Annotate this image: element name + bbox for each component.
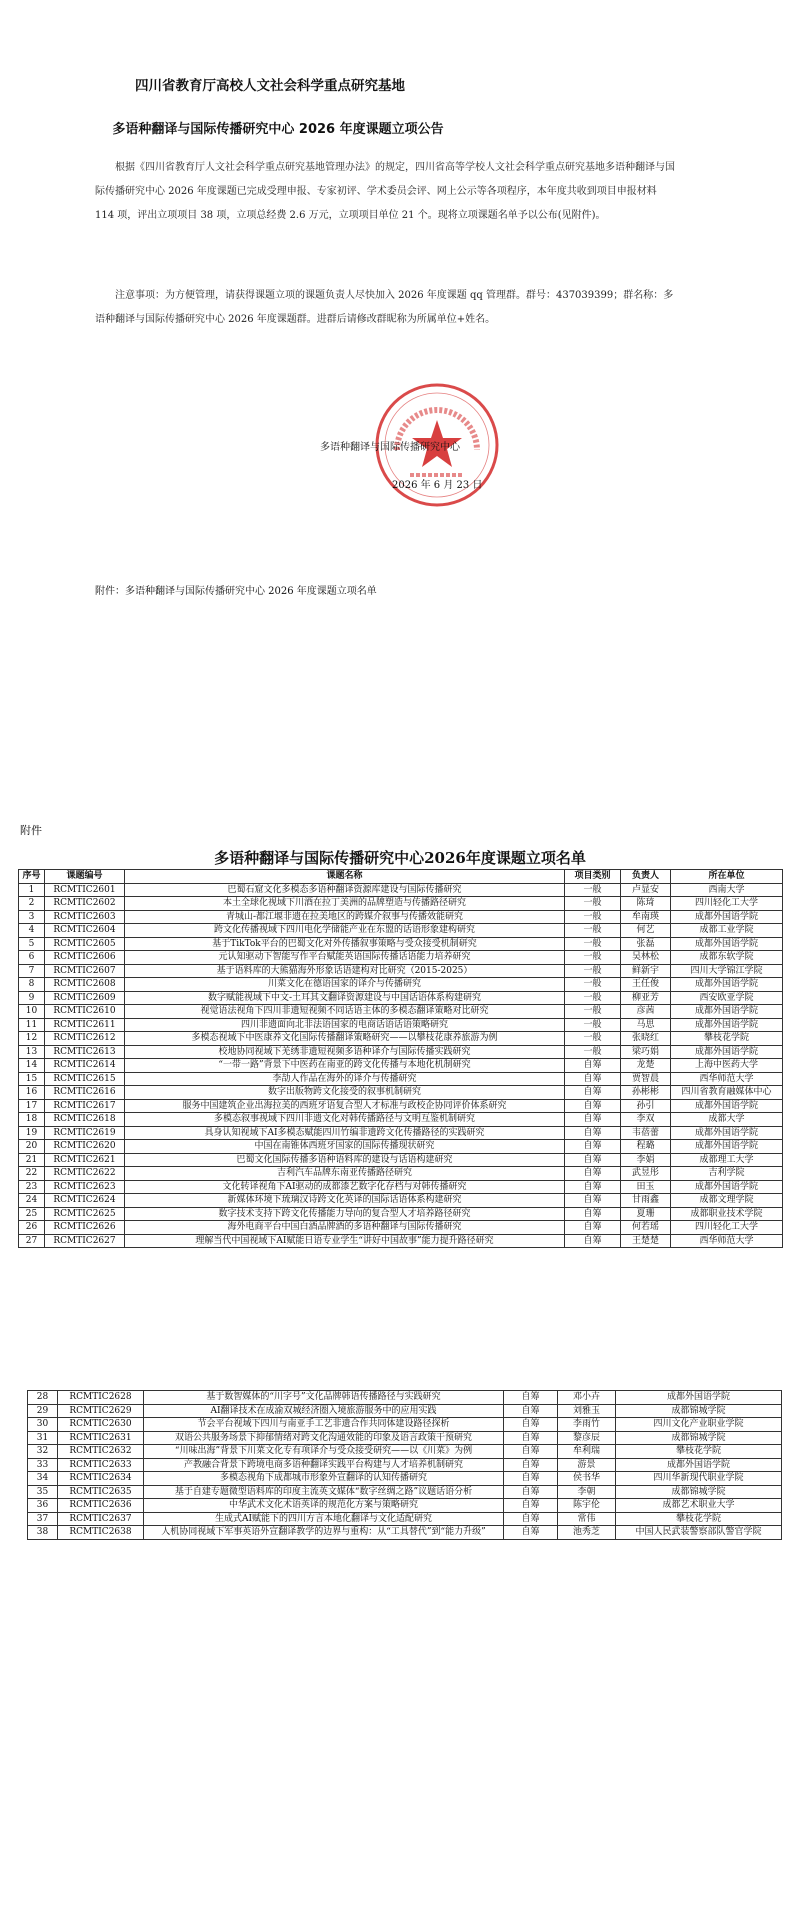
cell-category: 一般: [565, 1032, 621, 1046]
table-row: [28, 1499, 782, 1513]
table-row: [19, 1086, 783, 1100]
cell-institution: 成都外国语学院: [671, 1018, 783, 1032]
cell-category: 自筹: [504, 1472, 558, 1486]
cell-leader: 龙楚: [621, 1059, 671, 1073]
cell-index: 11: [19, 1018, 45, 1032]
cell-code: RCMTIC2613: [45, 1045, 125, 1059]
cell-leader: 彦茜: [621, 1005, 671, 1019]
cell-code: RCMTIC2605: [45, 937, 125, 951]
list-title: 多语种翻译与国际传播研究中心2026年度课题立项名单: [214, 849, 586, 867]
cell-title: 基于数智媒体的“川字号”文化品牌韩语传播路径与实践研究: [144, 1391, 504, 1405]
col-header-code: 课题编号: [45, 870, 125, 884]
table-row: [19, 897, 783, 911]
cell-index: 36: [28, 1499, 58, 1513]
cell-title: 巴蜀石窟文化多模态多语种翻译资源库建设与国际传播研究: [125, 883, 565, 897]
cell-category: 一般: [565, 897, 621, 911]
cell-index: 3: [19, 910, 45, 924]
cell-category: 自筹: [565, 1099, 621, 1113]
cell-title: 吉利汽车品牌东南亚传播路径研究: [125, 1167, 565, 1181]
cell-code: RCMTIC2621: [45, 1153, 125, 1167]
cell-institution: 成都工业学院: [671, 924, 783, 938]
table-row: [19, 991, 783, 1005]
cell-index: 1: [19, 883, 45, 897]
cell-title: 海外电商平台中国白酒品牌酒的多语种翻译与国际传播研究: [125, 1221, 565, 1235]
cell-leader: 王任俊: [621, 978, 671, 992]
cell-code: RCMTIC2615: [45, 1072, 125, 1086]
cell-institution: 攀枝花学院: [671, 1032, 783, 1046]
table-row: [28, 1431, 782, 1445]
cell-title: 本土全球化视域下川酒在拉丁美洲的品牌塑造与传播路径研究: [125, 897, 565, 911]
col-header-title: 课题名称: [125, 870, 565, 884]
cell-category: 自筹: [565, 1221, 621, 1235]
cell-leader: 贾智晨: [621, 1072, 671, 1086]
cell-title: 基于自建专题微型语料库的印度主流英文媒体“数字丝绸之路”议题话语分析: [144, 1485, 504, 1499]
table-row: [28, 1418, 782, 1432]
cell-institution: 成都外国语学院: [671, 1180, 783, 1194]
cell-category: 自筹: [565, 1180, 621, 1194]
cell-leader: 孙彬彬: [621, 1086, 671, 1100]
table-row: [28, 1526, 782, 1540]
cell-index: 12: [19, 1032, 45, 1046]
cell-category: 自筹: [565, 1126, 621, 1140]
cell-title: 中国在南锥体西班牙国家的国际传播现状研究: [125, 1140, 565, 1154]
cell-category: 自筹: [504, 1404, 558, 1418]
cell-index: 22: [19, 1167, 45, 1181]
cell-institution: 四川轻化工大学: [671, 1221, 783, 1235]
cell-leader: 池秀芝: [558, 1526, 616, 1540]
cell-institution: 西华师范大学: [671, 1072, 783, 1086]
cell-index: 21: [19, 1153, 45, 1167]
cell-leader: 陈宇伦: [558, 1499, 616, 1513]
table-row: [19, 910, 783, 924]
cell-index: 17: [19, 1099, 45, 1113]
cell-title: “一带一路”背景下中医药在南亚的跨文化传播与本地化机制研究: [125, 1059, 565, 1073]
cell-title: 数字出版物跨文化接受的叙事机制研究: [125, 1086, 565, 1100]
cell-leader: 吴林松: [621, 951, 671, 965]
cell-leader: 黎彦辰: [558, 1431, 616, 1445]
cell-index: 18: [19, 1113, 45, 1127]
cell-title: 多模态叙事视域下四川非遗文化对韩传播路径与文明互鉴机制研究: [125, 1113, 565, 1127]
table-row: [28, 1445, 782, 1459]
appendix-label: 附件: [20, 824, 42, 837]
org-title: 四川省教育厅高校人文社会科学重点研究基地: [135, 78, 405, 94]
cell-category: 一般: [565, 1018, 621, 1032]
cell-code: RCMTIC2638: [58, 1526, 144, 1540]
cell-leader: 侯书华: [558, 1472, 616, 1486]
cell-index: 31: [28, 1431, 58, 1445]
project-list-table-page-1: [18, 869, 783, 1248]
cell-institution: 成都外国语学院: [616, 1391, 782, 1405]
cell-title: 基于TikTok平台的巴蜀文化对外传播叙事策略与受众接受机制研究: [125, 937, 565, 951]
cell-index: 34: [28, 1472, 58, 1486]
cell-leader: 韦蓓蕾: [621, 1126, 671, 1140]
notice-title: 多语种翻译与国际传播研究中心 2026 年度课题立项公告: [112, 122, 444, 137]
cell-leader: 程璐: [621, 1140, 671, 1154]
cell-index: 9: [19, 991, 45, 1005]
cell-code: RCMTIC2608: [45, 978, 125, 992]
cell-category: 自筹: [504, 1445, 558, 1459]
cell-category: 一般: [565, 910, 621, 924]
cell-code: RCMTIC2632: [58, 1445, 144, 1459]
cell-index: 30: [28, 1418, 58, 1432]
table-row: [19, 978, 783, 992]
notice-paragraph-1: [95, 156, 675, 228]
cell-institution: 四川文化产业职业学院: [616, 1418, 782, 1432]
table-body-page-2: [28, 1391, 782, 1540]
cell-code: RCMTIC2622: [45, 1167, 125, 1181]
cell-institution: 四川华新现代职业学院: [616, 1472, 782, 1486]
table-row: [19, 1113, 783, 1127]
cell-code: RCMTIC2603: [45, 910, 125, 924]
cell-title: 视觉语法视角下四川非遗短视频不同话语主体的多模态翻译策略对比研究: [125, 1005, 565, 1019]
cell-institution: 四川大学锦江学院: [671, 964, 783, 978]
cell-code: RCMTIC2612: [45, 1032, 125, 1046]
cell-leader: 陈琦: [621, 897, 671, 911]
cell-institution: 成都外国语学院: [671, 910, 783, 924]
cell-category: 自筹: [565, 1207, 621, 1221]
cell-index: 37: [28, 1512, 58, 1526]
cell-institution: 成都文理学院: [671, 1194, 783, 1208]
cell-institution: 成都外国语学院: [671, 1099, 783, 1113]
table-row: [19, 1221, 783, 1235]
cell-code: RCMTIC2635: [58, 1485, 144, 1499]
cell-index: 14: [19, 1059, 45, 1073]
cell-index: 26: [19, 1221, 45, 1235]
cell-title: 多模态视角下成都城市形象外宣翻译的认知传播研究: [144, 1472, 504, 1486]
cell-index: 23: [19, 1180, 45, 1194]
cell-code: RCMTIC2616: [45, 1086, 125, 1100]
cell-index: 8: [19, 978, 45, 992]
cell-index: 25: [19, 1207, 45, 1221]
signature-date: 2026 年 6 月 23 日: [392, 480, 483, 491]
project-list-table-page-2: [27, 1390, 782, 1540]
table-row: [19, 1018, 783, 1032]
attachment-note: 附件：多语种翻译与国际传播研究中心 2026 年度课题立项名单: [95, 586, 377, 597]
cell-category: 自筹: [565, 1072, 621, 1086]
cell-institution: 成都外国语学院: [671, 1005, 783, 1019]
cell-category: 自筹: [565, 1234, 621, 1248]
cell-category: 自筹: [565, 1194, 621, 1208]
cell-code: RCMTIC2611: [45, 1018, 125, 1032]
table-row: [19, 1032, 783, 1046]
cell-title: 中华武术文化术语英译的规范化方案与策略研究: [144, 1499, 504, 1513]
cell-institution: 成都锦城学院: [616, 1404, 782, 1418]
cell-category: 自筹: [504, 1526, 558, 1540]
cell-leader: 甘雨鑫: [621, 1194, 671, 1208]
cell-category: 一般: [565, 991, 621, 1005]
cell-title: 节会平台视域下四川与南亚手工艺非遗合作共同体建设路径探析: [144, 1418, 504, 1432]
cell-title: AI翻译技术在成渝双城经济圈入境旅游服务中的应用实践: [144, 1404, 504, 1418]
cell-index: 19: [19, 1126, 45, 1140]
cell-category: 一般: [565, 924, 621, 938]
cell-category: 自筹: [504, 1418, 558, 1432]
cell-category: 自筹: [565, 1059, 621, 1073]
table-row: [19, 1234, 783, 1248]
cell-institution: 四川轻化工大学: [671, 897, 783, 911]
table-row: [19, 924, 783, 938]
paragraph-2-text: 注意事项：为方便管理，请获得课题立项的课题负责人尽快加入 2026 年度课题 qq 管理群。群号：437039399；群名称：多语种翻译与国际传播研究中心 2026 年度课题群。进群后请修改群昵称为所属单位+姓名。: [95, 290, 674, 325]
cell-code: RCMTIC2625: [45, 1207, 125, 1221]
cell-category: 自筹: [504, 1512, 558, 1526]
table-row: [28, 1472, 782, 1486]
cell-category: 一般: [565, 964, 621, 978]
cell-title: 基于语料库的大熊猫海外形象话语建构对比研究（2015-2025）: [125, 964, 565, 978]
table-row: [28, 1512, 782, 1526]
cell-institution: 吉利学院: [671, 1167, 783, 1181]
cell-code: RCMTIC2636: [58, 1499, 144, 1513]
cell-code: RCMTIC2604: [45, 924, 125, 938]
col-header-leader: 负责人: [621, 870, 671, 884]
table-row: [19, 1059, 783, 1073]
cell-code: RCMTIC2629: [58, 1404, 144, 1418]
cell-leader: 张晓红: [621, 1032, 671, 1046]
cell-leader: 张磊: [621, 937, 671, 951]
cell-title: 跨文化传播视域下四川电化学储能产业在东盟的话语形象建构研究: [125, 924, 565, 938]
cell-title: 双语公共服务场景下抑郁情绪对跨文化沟通效能的印象及语言政策干预研究: [144, 1431, 504, 1445]
cell-leader: 梁巧娟: [621, 1045, 671, 1059]
cell-category: 一般: [565, 1005, 621, 1019]
cell-institution: 成都理工大学: [671, 1153, 783, 1167]
cell-category: 自筹: [565, 1113, 621, 1127]
col-header-category: 项目类别: [565, 870, 621, 884]
cell-code: RCMTIC2614: [45, 1059, 125, 1073]
col-header-index: 序号: [19, 870, 45, 884]
cell-category: 自筹: [504, 1431, 558, 1445]
cell-code: RCMTIC2620: [45, 1140, 125, 1154]
cell-title: 川菜文化在德语国家的译介与传播研究: [125, 978, 565, 992]
cell-category: 自筹: [504, 1485, 558, 1499]
cell-institution: 成都锦城学院: [616, 1431, 782, 1445]
cell-code: RCMTIC2618: [45, 1113, 125, 1127]
cell-leader: 武昱彤: [621, 1167, 671, 1181]
table-row: [19, 951, 783, 965]
cell-leader: 李双: [621, 1113, 671, 1127]
cell-institution: 成都大学: [671, 1113, 783, 1127]
cell-category: 一般: [565, 937, 621, 951]
cell-leader: 田玉: [621, 1180, 671, 1194]
cell-category: 一般: [565, 883, 621, 897]
cell-code: RCMTIC2619: [45, 1126, 125, 1140]
table-row: [28, 1404, 782, 1418]
cell-institution: 攀枝花学院: [616, 1512, 782, 1526]
cell-code: RCMTIC2624: [45, 1194, 125, 1208]
cell-title: 多模态视域下中医康养文化国际传播翻译策略研究——以攀枝花康养旅游为例: [125, 1032, 565, 1046]
cell-index: 32: [28, 1445, 58, 1459]
cell-leader: 牟南瑛: [621, 910, 671, 924]
cell-title: 服务中国建筑企业出海拉美的西班牙语复合型人才标准与政校企协同评价体系研究: [125, 1099, 565, 1113]
cell-index: 38: [28, 1526, 58, 1540]
cell-institution: 成都外国语学院: [671, 978, 783, 992]
cell-institution: 攀枝花学院: [616, 1445, 782, 1459]
cell-code: RCMTIC2601: [45, 883, 125, 897]
cell-index: 33: [28, 1458, 58, 1472]
cell-institution: 西安欧亚学院: [671, 991, 783, 1005]
cell-institution: 成都外国语学院: [671, 1126, 783, 1140]
cell-index: 13: [19, 1045, 45, 1059]
cell-title: 数字技术支持下跨文化传播能力导向的复合型人才培养路径研究: [125, 1207, 565, 1221]
cell-institution: 成都外国语学院: [671, 1140, 783, 1154]
notice-paragraph-2: [95, 284, 675, 332]
cell-title: 产教融合背景下跨境电商多语种翻译实践平台构建与人才培养机制研究: [144, 1458, 504, 1472]
cell-category: 一般: [565, 1045, 621, 1059]
cell-code: RCMTIC2633: [58, 1458, 144, 1472]
cell-category: 自筹: [565, 1140, 621, 1154]
table-row: [19, 883, 783, 897]
cell-leader: 马思: [621, 1018, 671, 1032]
cell-category: 自筹: [504, 1391, 558, 1405]
cell-institution: 成都职业技术学院: [671, 1207, 783, 1221]
table-body-page-1: [19, 883, 783, 1248]
cell-code: RCMTIC2617: [45, 1099, 125, 1113]
table-row: [28, 1485, 782, 1499]
table-row: [19, 964, 783, 978]
table-row: [19, 1099, 783, 1113]
cell-institution: 成都东软学院: [671, 951, 783, 965]
table-row: [19, 1072, 783, 1086]
cell-institution: 上海中医药大学: [671, 1059, 783, 1073]
cell-index: 7: [19, 964, 45, 978]
cell-title: 元认知驱动下智能写作平台赋能英语国际传播话语能力培养研究: [125, 951, 565, 965]
cell-index: 10: [19, 1005, 45, 1019]
cell-code: RCMTIC2626: [45, 1221, 125, 1235]
cell-title: 具身认知视域下AI多模态赋能四川竹编非遗跨文化传播路径的实践研究: [125, 1126, 565, 1140]
cell-title: 数字赋能视域下中文-土耳其文翻译资源建设与中国话语体系构建研究: [125, 991, 565, 1005]
cell-leader: 李雨竹: [558, 1418, 616, 1432]
cell-category: 自筹: [504, 1499, 558, 1513]
table-row: [19, 937, 783, 951]
cell-institution: 成都外国语学院: [671, 1045, 783, 1059]
cell-index: 24: [19, 1194, 45, 1208]
cell-index: 27: [19, 1234, 45, 1248]
cell-leader: 刘雅玉: [558, 1404, 616, 1418]
table-row: [19, 1005, 783, 1019]
cell-leader: 何若瑶: [621, 1221, 671, 1235]
paragraph-1-text: 根据《四川省教育厅人文社会科学重点研究基地管理办法》的规定，四川省高等学校人文社会科学重点研究基地多语种翻译与国际传播研究中心 2026 年度课题已完成受理申报、专家初评、学术委员会评、网上公示等各项程序，本年度共收到项目申报材料 114 项，评出立项项目 38 项，立项总经费 2.6 万元，立项项目单位 21 个。现将立项课题名单予以公布(见附件)。: [95, 162, 675, 221]
cell-institution: 成都外国语学院: [671, 937, 783, 951]
cell-code: RCMTIC2628: [58, 1391, 144, 1405]
signature-organization: 多语种翻译与国际传播研究中心: [320, 442, 460, 453]
cell-code: RCMTIC2634: [58, 1472, 144, 1486]
cell-leader: 游景: [558, 1458, 616, 1472]
table-row: [19, 1045, 783, 1059]
cell-title: 生成式AI赋能下的四川方言本地化翻译与文化适配研究: [144, 1512, 504, 1526]
cell-code: RCMTIC2610: [45, 1005, 125, 1019]
cell-category: 自筹: [504, 1458, 558, 1472]
cell-title: “川味出海”背景下川菜文化专有项译介与受众接受研究——以《川菜》为例: [144, 1445, 504, 1459]
cell-title: 巴蜀文化国际传播多语种语料库的建设与话语构建研究: [125, 1153, 565, 1167]
cell-title: 文化转译视角下AI驱动的成都漆艺数字化存档与对韩传播研究: [125, 1180, 565, 1194]
cell-index: 20: [19, 1140, 45, 1154]
cell-title: 青城山-都江堰非遗在拉美地区的跨媒介叙事与传播效能研究: [125, 910, 565, 924]
cell-institution: 中国人民武装警察部队警官学院: [616, 1526, 782, 1540]
cell-code: RCMTIC2623: [45, 1180, 125, 1194]
cell-leader: 王楚楚: [621, 1234, 671, 1248]
table-row: [19, 1180, 783, 1194]
cell-code: RCMTIC2602: [45, 897, 125, 911]
cell-index: 28: [28, 1391, 58, 1405]
cell-title: 四川非遗面向北非法语国家的电商话语话语策略研究: [125, 1018, 565, 1032]
cell-index: 35: [28, 1485, 58, 1499]
cell-institution: 西华师范大学: [671, 1234, 783, 1248]
cell-code: RCMTIC2607: [45, 964, 125, 978]
table-header-row: [19, 870, 783, 884]
cell-leader: 李朝: [558, 1485, 616, 1499]
table-row: [19, 1140, 783, 1154]
cell-code: RCMTIC2630: [58, 1418, 144, 1432]
cell-index: 4: [19, 924, 45, 938]
cell-institution: 西南大学: [671, 883, 783, 897]
cell-category: 自筹: [565, 1086, 621, 1100]
cell-leader: 夏珊: [621, 1207, 671, 1221]
cell-institution: 成都艺术职业大学: [616, 1499, 782, 1513]
cell-category: 自筹: [565, 1153, 621, 1167]
cell-leader: 常伟: [558, 1512, 616, 1526]
cell-leader: 邓小卉: [558, 1391, 616, 1405]
cell-index: 5: [19, 937, 45, 951]
table-row: [28, 1391, 782, 1405]
table-row: [28, 1458, 782, 1472]
table-row: [19, 1194, 783, 1208]
cell-leader: 李娟: [621, 1153, 671, 1167]
cell-leader: 何艺: [621, 924, 671, 938]
cell-leader: 卢显安: [621, 883, 671, 897]
cell-title: 人机协同视域下军事英语外宣翻译教学的边界与重构：从“工具替代”到“能力升级”: [144, 1526, 504, 1540]
table-row: [19, 1207, 783, 1221]
cell-title: 理解当代中国视域下AI赋能日语专业学生“讲好中国故事”能力提升路径研究: [125, 1234, 565, 1248]
cell-code: RCMTIC2627: [45, 1234, 125, 1248]
cell-institution: 成都外国语学院: [616, 1458, 782, 1472]
cell-title: 新媒体环境下琉璃汉诗跨文化英译的国际话语体系构建研究: [125, 1194, 565, 1208]
cell-leader: 牟利瑞: [558, 1445, 616, 1459]
cell-title: 校地协同视域下羌绣非遗短视频多语种译介与国际传播实践研究: [125, 1045, 565, 1059]
cell-index: 15: [19, 1072, 45, 1086]
cell-institution: 成都锦城学院: [616, 1485, 782, 1499]
cell-code: RCMTIC2609: [45, 991, 125, 1005]
table-row: [19, 1126, 783, 1140]
cell-leader: 鲜新宇: [621, 964, 671, 978]
cell-index: 29: [28, 1404, 58, 1418]
cell-index: 2: [19, 897, 45, 911]
cell-category: 一般: [565, 978, 621, 992]
cell-code: RCMTIC2637: [58, 1512, 144, 1526]
cell-title: 李劼人作品在海外的译介与传播研究: [125, 1072, 565, 1086]
cell-category: 自筹: [565, 1167, 621, 1181]
cell-leader: 柳亚芳: [621, 991, 671, 1005]
table-row: [19, 1167, 783, 1181]
table-row: [19, 1153, 783, 1167]
cell-category: 一般: [565, 951, 621, 965]
cell-institution: 四川省教育融媒体中心: [671, 1086, 783, 1100]
cell-index: 6: [19, 951, 45, 965]
cell-leader: 孙引: [621, 1099, 671, 1113]
cell-code: RCMTIC2631: [58, 1431, 144, 1445]
cell-code: RCMTIC2606: [45, 951, 125, 965]
col-header-institution: 所在单位: [671, 870, 783, 884]
cell-index: 16: [19, 1086, 45, 1100]
